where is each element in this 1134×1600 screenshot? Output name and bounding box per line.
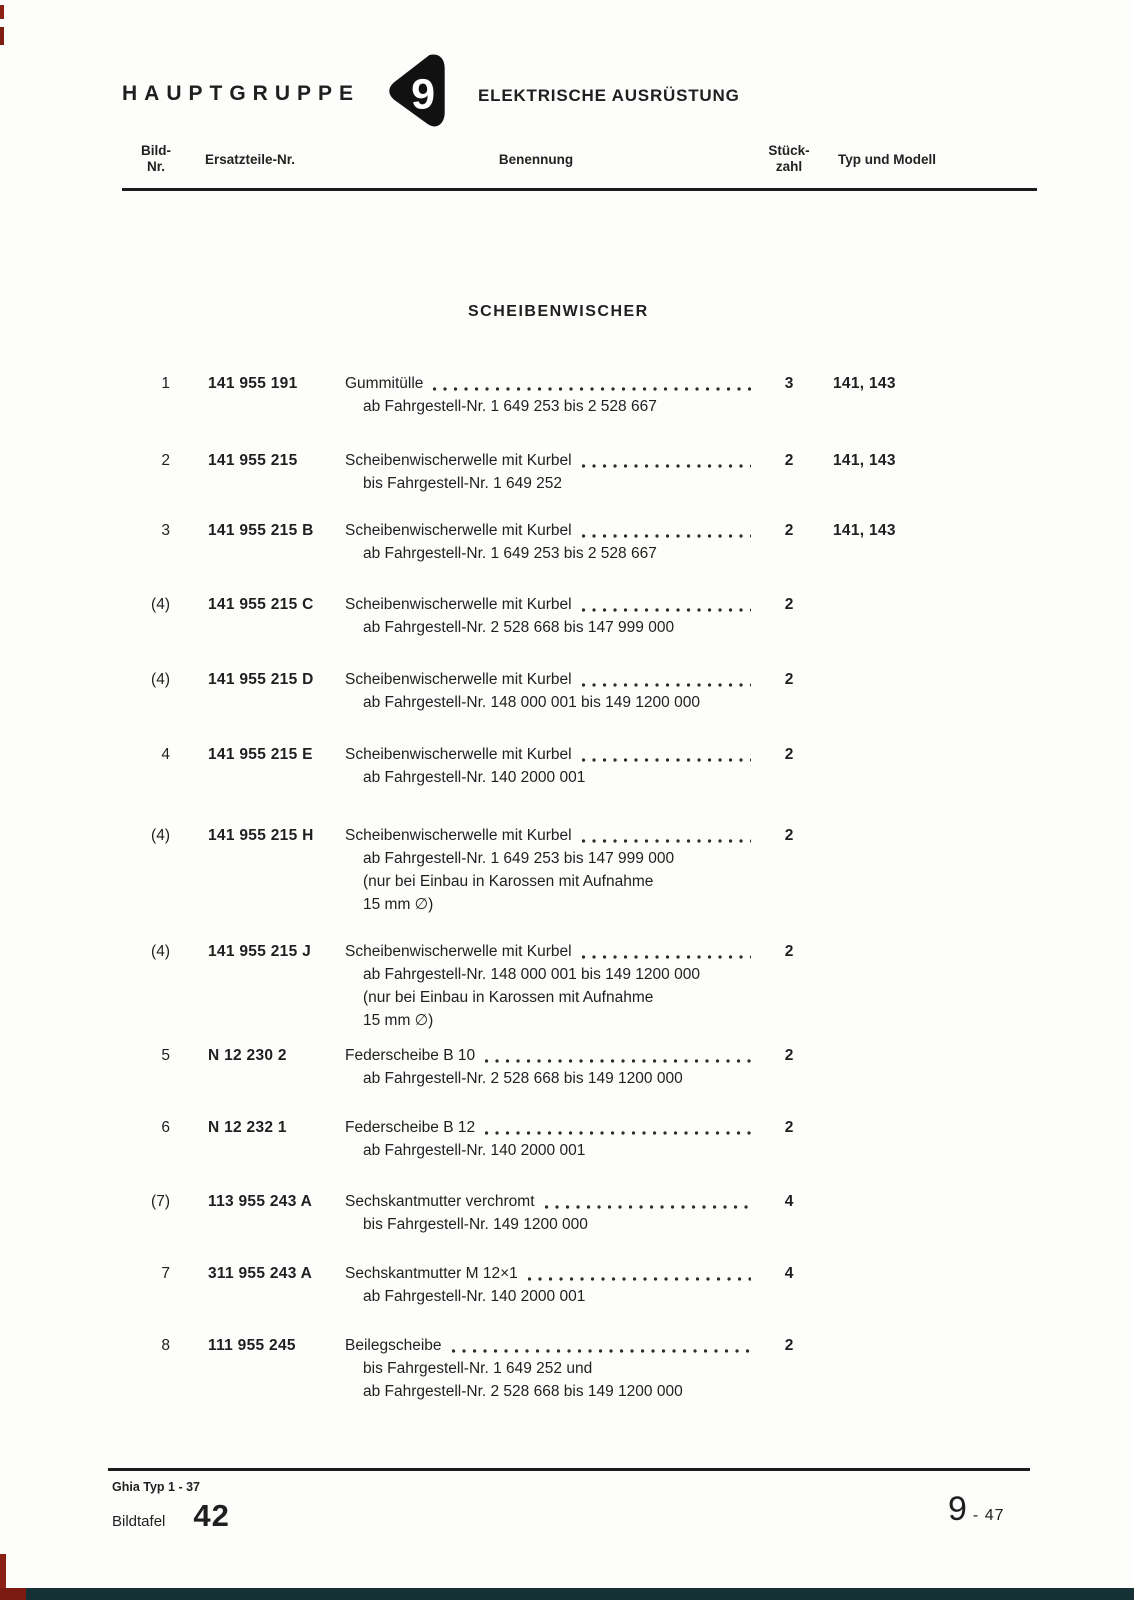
part-name: Scheibenwischerwelle mit Kurbel <box>345 522 572 539</box>
bild-nr-cell: 5 <box>161 1047 170 1064</box>
benennung-cell <box>345 372 755 418</box>
bild-nr-cell: (4) <box>151 943 170 960</box>
scan-artifact-red-mark <box>0 5 4 19</box>
footer-page-number <box>948 1490 1005 1529</box>
chassis-note: ab Fahrgestell-Nr. 140 2000 001 <box>363 1288 586 1305</box>
bild-nr-cell: (7) <box>151 1193 170 1210</box>
chassis-note: ab Fahrgestell-Nr. 2 528 668 bis 149 1200 000 <box>363 1070 683 1087</box>
page-group-number: 9 <box>948 1490 967 1528</box>
section-heading: SCHEIBENWISCHER <box>468 303 649 320</box>
bildtafel-number: 42 <box>193 1498 230 1533</box>
chassis-note: ab Fahrgestell-Nr. 140 2000 001 <box>363 769 586 786</box>
quantity-cell: 2 <box>784 746 794 763</box>
bild-nr-cell: (4) <box>151 671 170 688</box>
bild-nr-cell: (4) <box>151 596 170 613</box>
dot-leader <box>582 839 751 843</box>
dot-leader <box>545 1205 751 1209</box>
column-header-benennung: Benennung <box>498 152 574 167</box>
benennung-cell <box>345 1262 755 1308</box>
benennung-cell <box>345 1116 755 1162</box>
chassis-note: ab Fahrgestell-Nr. 2 528 668 bis 149 1200 000 <box>363 1383 683 1400</box>
scan-artifact-red-mark <box>0 27 4 45</box>
chassis-note: ab Fahrgestell-Nr. 1 649 253 bis 147 999 000 <box>363 850 675 867</box>
typ-modell-cell: 141, 143 <box>833 375 896 392</box>
dot-leader <box>582 683 751 687</box>
part-name: Beilegscheibe <box>345 1337 442 1354</box>
bild-nr-cell: (4) <box>151 827 170 844</box>
part-number-cell: 113 955 243 A <box>208 1193 313 1210</box>
column-header-typ-und-modell: Typ und Modell <box>838 152 936 167</box>
benennung-cell <box>345 1334 755 1403</box>
dot-leader <box>582 955 751 959</box>
part-number-cell: 141 955 191 <box>208 375 298 392</box>
column-header-bild-line1: Bild- <box>141 143 171 158</box>
part-number-cell: 141 955 215 E <box>208 746 313 763</box>
part-number-cell: 141 955 215 <box>208 452 298 469</box>
dot-leader <box>582 608 751 612</box>
part-number-cell: 111 955 245 <box>208 1337 296 1354</box>
quantity-cell: 2 <box>784 452 794 469</box>
part-name: Sechskantmutter verchromt <box>345 1193 535 1210</box>
chassis-note: 15 mm ∅) <box>363 896 434 913</box>
chassis-note: ab Fahrgestell-Nr. 140 2000 001 <box>363 1142 586 1159</box>
part-number-cell: 141 955 215 B <box>208 522 314 539</box>
quantity-cell: 2 <box>784 522 794 539</box>
quantity-cell: 2 <box>784 943 794 960</box>
quantity-cell: 4 <box>784 1193 794 1210</box>
benennung-cell <box>345 1044 755 1090</box>
bild-nr-cell: 7 <box>161 1265 170 1282</box>
part-number-cell: N 12 230 2 <box>208 1047 287 1064</box>
quantity-cell: 2 <box>784 1119 794 1136</box>
column-header-ersatzteile-nr: Ersatzteile-Nr. <box>205 152 296 167</box>
bildtafel-label: Bildtafel <box>112 1513 166 1530</box>
column-header-stueckzahl <box>752 143 826 175</box>
quantity-cell: 2 <box>784 827 794 844</box>
header-rule <box>122 188 1037 191</box>
typ-modell-cell: 141, 143 <box>833 522 896 539</box>
footer-bildtafel <box>112 1498 230 1534</box>
part-number-cell: 141 955 215 C <box>208 596 314 613</box>
chassis-note: ab Fahrgestell-Nr. 1 649 253 bis 2 528 667 <box>363 398 657 415</box>
benennung-cell <box>345 519 755 565</box>
part-name: Federscheibe B 12 <box>345 1119 476 1136</box>
bild-nr-cell: 2 <box>161 452 170 469</box>
part-number-cell: N 12 232 1 <box>208 1119 287 1136</box>
footer-rule <box>108 1468 1030 1471</box>
page-title: ELEKTRISCHE AUSRÜSTUNG <box>478 86 740 105</box>
part-name: Scheibenwischerwelle mit Kurbel <box>345 596 572 613</box>
benennung-cell <box>345 743 755 789</box>
chassis-note: (nur bei Einbau in Karossen mit Aufnahme <box>363 873 654 890</box>
dot-leader <box>452 1349 751 1353</box>
chassis-note: ab Fahrgestell-Nr. 2 528 668 bis 147 999 000 <box>363 619 675 636</box>
dot-leader <box>485 1131 751 1135</box>
part-name: Scheibenwischerwelle mit Kurbel <box>345 452 572 469</box>
dot-leader <box>528 1277 751 1281</box>
benennung-cell <box>345 449 755 495</box>
typ-modell-cell: 141, 143 <box>833 452 896 469</box>
benennung-cell <box>345 668 755 714</box>
column-header-bild-line2: Nr. <box>146 159 165 174</box>
chassis-note: ab Fahrgestell-Nr. 1 649 253 bis 2 528 667 <box>363 545 657 562</box>
quantity-cell: 2 <box>784 671 794 688</box>
chassis-note: (nur bei Einbau in Karossen mit Aufnahme <box>363 989 654 1006</box>
quantity-cell: 2 <box>784 1047 794 1064</box>
badge-number: 9 <box>411 70 436 119</box>
part-name: Scheibenwischerwelle mit Kurbel <box>345 827 572 844</box>
dot-leader <box>582 464 751 468</box>
benennung-cell <box>345 593 755 639</box>
part-name: Scheibenwischerwelle mit Kurbel <box>345 746 572 763</box>
chassis-note: ab Fahrgestell-Nr. 148 000 001 bis 149 1200 000 <box>363 966 700 983</box>
column-header-bild-nr <box>120 143 192 175</box>
quantity-cell: 2 <box>784 1337 794 1354</box>
part-name: Federscheibe B 10 <box>345 1047 476 1064</box>
part-name: Sechskantmutter M 12×1 <box>345 1265 518 1282</box>
bild-nr-cell: 8 <box>161 1337 170 1354</box>
part-number-cell: 141 955 215 H <box>208 827 314 844</box>
chassis-note: 15 mm ∅) <box>363 1012 434 1029</box>
scan-artifact-bottom-bar <box>0 1588 1134 1600</box>
dot-leader <box>433 387 751 391</box>
chassis-note: bis Fahrgestell-Nr. 1 649 252 <box>363 475 563 492</box>
footer-model-label: Ghia Typ 1 - 37 <box>112 1480 200 1494</box>
benennung-cell <box>345 1190 755 1236</box>
part-number-cell: 141 955 215 D <box>208 671 314 688</box>
group-number-badge-icon <box>386 52 448 132</box>
benennung-cell <box>345 940 755 1032</box>
dot-leader <box>485 1059 751 1063</box>
page-sub-number: - 47 <box>972 1507 1005 1524</box>
chassis-note: ab Fahrgestell-Nr. 148 000 001 bis 149 1200 000 <box>363 694 700 711</box>
part-number-cell: 311 955 243 A <box>208 1265 313 1282</box>
dot-leader <box>582 534 751 538</box>
bild-nr-cell: 1 <box>161 375 170 392</box>
hauptgruppe-label: HAUPTGRUPPE <box>122 82 361 105</box>
chassis-note: bis Fahrgestell-Nr. 149 1200 000 <box>363 1216 588 1233</box>
part-name: Gummitülle <box>345 375 424 392</box>
bild-nr-cell: 6 <box>161 1119 170 1136</box>
scan-artifact-red-mark <box>0 1588 26 1600</box>
quantity-cell: 4 <box>784 1265 794 1282</box>
part-name: Scheibenwischerwelle mit Kurbel <box>345 671 572 688</box>
quantity-cell: 3 <box>784 375 794 392</box>
dot-leader <box>582 758 751 762</box>
part-number-cell: 141 955 215 J <box>208 943 312 960</box>
chassis-note: bis Fahrgestell-Nr. 1 649 252 und <box>363 1360 593 1377</box>
column-header-stueck-line2: zahl <box>775 159 803 174</box>
benennung-cell <box>345 824 755 916</box>
bild-nr-cell: 4 <box>161 746 170 763</box>
column-header-stueck-line1: Stück- <box>768 143 810 158</box>
part-name: Scheibenwischerwelle mit Kurbel <box>345 943 572 960</box>
quantity-cell: 2 <box>784 596 794 613</box>
bild-nr-cell: 3 <box>161 522 170 539</box>
